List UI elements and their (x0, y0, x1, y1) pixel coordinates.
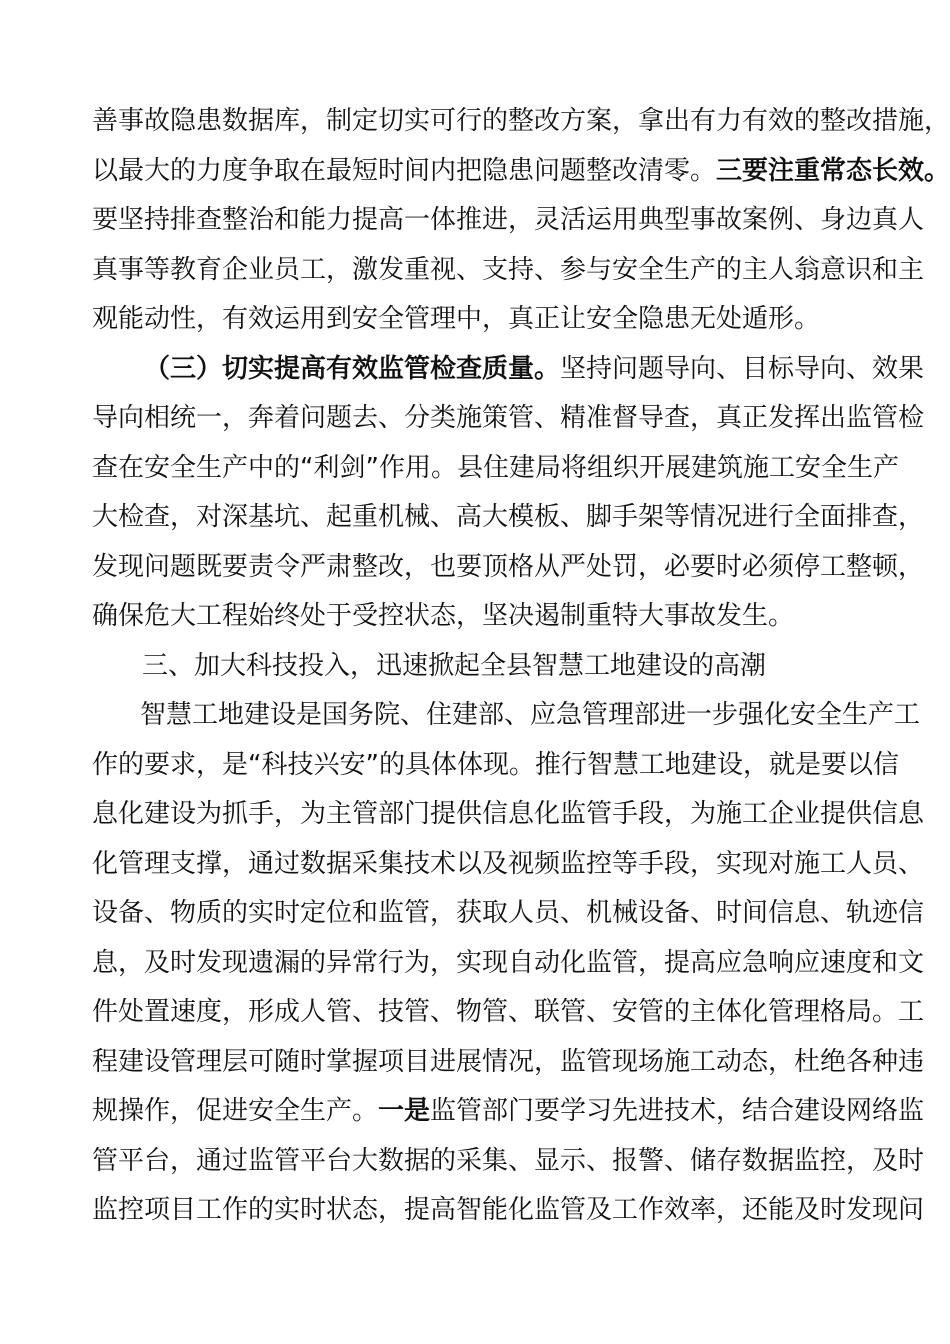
text-line (92, 394, 925, 444)
text-line (92, 345, 925, 395)
text-line (92, 543, 925, 593)
text-line (92, 246, 925, 296)
line-text: 设备、物质的实时定位和监管，获取人员、机械设备、时间信息、轨迹信 (92, 898, 925, 928)
text-line (92, 295, 872, 345)
line-text: 真事等教育企业员工，激发重视、支持、参与安全生产的主人翁意识和主 (92, 254, 925, 285)
bold-heading-text: 三要注重常态长效。 (716, 155, 950, 186)
line-text: 确保危大工程始终处于受控状态，坚决遏制重特大事故发生。 (92, 601, 795, 631)
text-line (92, 444, 899, 494)
line-text: 件处置速度，形成人管、技管、物管、联管、安管的主体化管理格局。工 (92, 997, 925, 1027)
text-line (92, 97, 950, 147)
text-line (92, 691, 921, 741)
line-text: 智慧工地建设是国务院、住建部、应急管理部进一步强化安全生产工 (140, 700, 921, 730)
text-line (92, 1186, 925, 1236)
chapter-heading-text: 三、加大科技投入，迅速掀起全县智慧工地建设的高潮 (142, 650, 767, 681)
line-text: 发现问题既要责令严肃整改，也要顶格从严处罚，必要时必须停工整顿， (92, 551, 925, 582)
text-line (92, 840, 925, 890)
line-text: 查在安全生产中的“利剑”作用。县住建局将组织开展建筑施工安全生产 (92, 452, 899, 483)
text-line (92, 493, 925, 543)
line-text: 程建设管理层可随时掌握项目进展情况，监管现场施工动态，杜绝各种违 (92, 1046, 925, 1077)
line-text: 观能动性，有效运用到安全管理中，真正让安全隐患无处遁形。 (92, 304, 821, 334)
text-line (92, 1137, 925, 1187)
line-text: 大检查，对深基坑、起重机械、高大模板、脚手架等情况进行全面排查， (92, 502, 925, 532)
text-line (92, 592, 872, 642)
text-line (92, 196, 925, 246)
text-line (92, 1038, 925, 1088)
text-line (92, 741, 899, 791)
text-line (92, 1087, 925, 1137)
line-text: 息，及时发现遗漏的异常行为，实现自动化监管，提高应急响应速度和文 (92, 947, 925, 978)
bold-keyword-text: 一是 (378, 1096, 431, 1126)
line-text: 监控项目工作的实时状态，提高智能化监管及工作效率，还能及时发现问 (92, 1195, 925, 1225)
line-text: 化管理支撑，通过数据采集技术以及视频监控等手段，实现对施工人员、 (92, 848, 925, 879)
chapter-heading (92, 642, 872, 692)
line-text: 要坚持排查整治和能力提高一体推进，灵活运用典型事故案例、身边真人 (92, 205, 925, 235)
line-text: 坚持问题导向、目标导向、效果 (560, 353, 925, 384)
line-text: 善事故隐患数据库，制定切实可行的整改方案，拿出有力有效的整改措施， (92, 106, 950, 136)
text-line (92, 889, 925, 939)
line-text: 息化建设为抓手，为主管部门提供信息化监管手段，为施工企业提供信息 (92, 799, 925, 829)
section-heading-text: （三）切实提高有效监管检查质量。 (144, 353, 561, 384)
line-text: 以最大的力度争取在最短时间内把隐患问题整改清零。 (92, 155, 717, 186)
line-text: 规操作，促进安全生产。 (92, 1096, 379, 1126)
line-text: 监管部门要学习先进技术，结合建设网络监 (430, 1096, 925, 1126)
document-body (92, 97, 950, 1236)
text-line (92, 147, 950, 197)
line-text: 管平台，通过监管平台大数据的采集、显示、报警、储存数据监控，及时 (92, 1145, 925, 1176)
line-text: 作的要求，是“科技兴安”的具体体现。推行智慧工地建设，就是要以信 (92, 749, 899, 780)
text-line (92, 939, 925, 989)
line-text: 导向相统一，奔着问题去、分类施策管、精准督导查，真正发挥出监管检 (92, 403, 925, 433)
text-line (92, 988, 925, 1038)
text-line (92, 790, 925, 840)
